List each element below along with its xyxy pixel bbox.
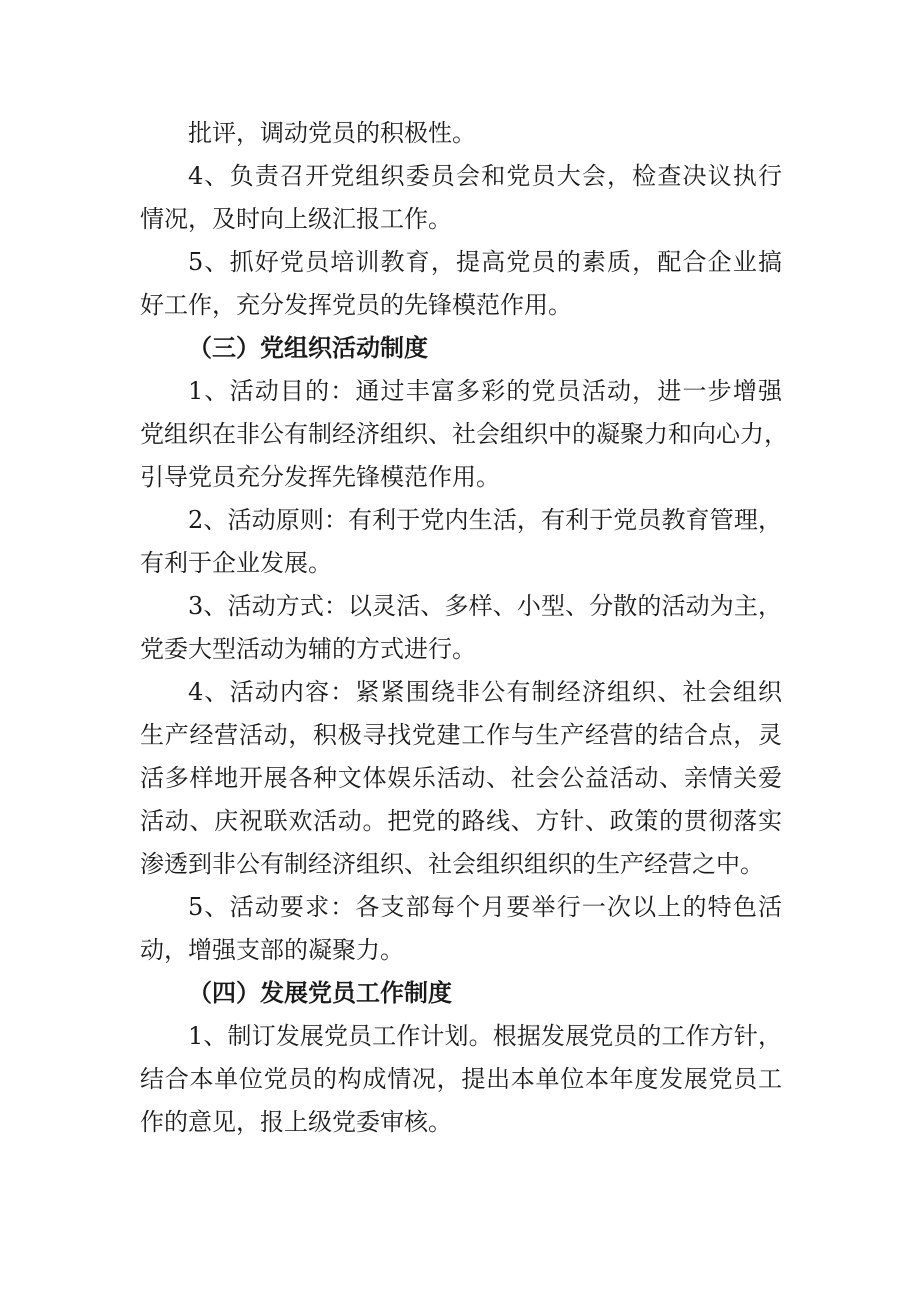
- document-body: [140, 112, 788, 1144]
- text-line: 1、活动目的：通过丰富多彩的党员活动，进一步增强: [188, 377, 782, 405]
- paragraph: [140, 886, 782, 972]
- text-line: 4、活动内容：紧紧围绕非公有制经济组织、社会组织: [188, 678, 782, 706]
- paragraph: [140, 370, 788, 499]
- text-line: 4、负责召开党组织委员会和党员大会，检查决议执行: [188, 162, 782, 190]
- text-line: （三）党组织活动制度: [188, 334, 428, 362]
- text-line: 生产经营活动，积极寻找党建工作与生产经营的结合点，灵: [140, 721, 782, 749]
- text-line: 结合本单位党员的构成情况，提出本单位本年度发展党员工: [140, 1065, 782, 1093]
- text-line: 渗透到非公有制经济组织、社会组织组织的生产经营之中。: [140, 850, 764, 878]
- section-heading: [140, 327, 782, 370]
- text-line: 引导党员充分发挥先锋模范作用。: [140, 463, 500, 491]
- text-line: 好工作，充分发挥党员的先锋模范作用。: [140, 291, 572, 319]
- paragraph: [140, 112, 782, 155]
- text-line: 有利于企业发展。: [140, 549, 332, 577]
- text-line: 1、制订发展党员工作计划。根据发展党员的工作方针，: [188, 1022, 782, 1050]
- text-line: 党委大型活动为辅的方式进行。: [140, 635, 476, 663]
- text-line: 5、活动要求：各支部每个月要举行一次以上的特色活: [188, 893, 782, 921]
- paragraph: [140, 585, 782, 671]
- paragraph: [140, 671, 782, 886]
- text-line: 5、抓好党员培训教育，提高党员的素质，配合企业搞: [188, 248, 782, 276]
- text-line: 动，增强支部的凝聚力。: [140, 936, 404, 964]
- text-line: 作的意见，报上级党委审核。: [140, 1108, 452, 1136]
- paragraph: [140, 155, 782, 241]
- text-line: 3、活动方式：以灵活、多样、小型、分散的活动为主，: [188, 592, 782, 620]
- paragraph: [140, 1015, 782, 1144]
- text-line: 活动、庆祝联欢活动。把党的路线、方针、政策的贯彻落实: [140, 807, 782, 835]
- text-line: 党组织在非公有制经济组织、社会组织中的凝聚力和向心力，: [140, 420, 788, 448]
- paragraph: [140, 241, 782, 327]
- text-line: （四）发展党员工作制度: [188, 979, 452, 1007]
- text-line: 活多样地开展各种文体娱乐活动、社会公益活动、亲情关爱: [140, 764, 782, 792]
- section-heading: [140, 972, 782, 1015]
- text-line: 批评，调动党员的积极性。: [188, 119, 476, 147]
- paragraph: [140, 499, 782, 585]
- text-line: 2、活动原则：有利于党内生活，有利于党员教育管理，: [188, 506, 782, 534]
- text-line: 情况，及时向上级汇报工作。: [140, 205, 452, 233]
